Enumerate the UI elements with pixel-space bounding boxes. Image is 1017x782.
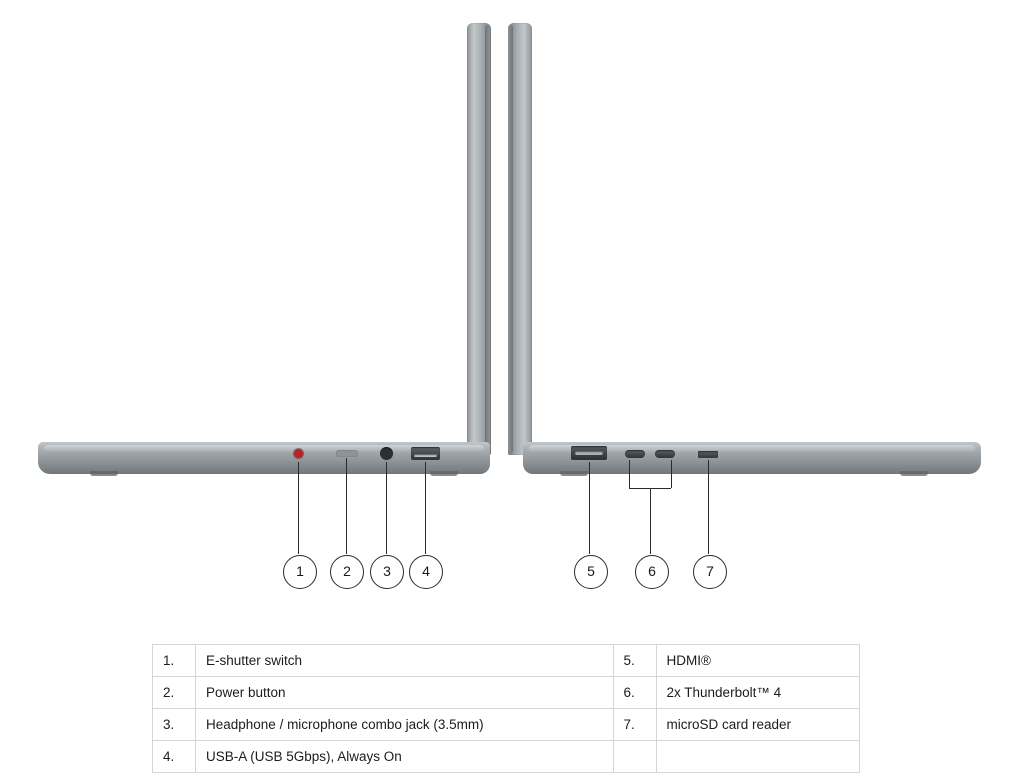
callout-1: 1 (283, 555, 317, 589)
table-row (153, 677, 860, 709)
legend-number: 1. (153, 645, 196, 677)
display-lid-edge-right (508, 25, 513, 453)
leader-line-7 (708, 460, 709, 554)
e-shutter-switch (294, 449, 303, 458)
laptop-right-side-view (505, 18, 985, 579)
leader-line-4 (425, 462, 426, 486)
chassis-foot-left-front (90, 471, 118, 476)
legend-number: 5. (613, 645, 656, 677)
legend-number: 6. (613, 677, 656, 709)
chassis-foot-right-front (900, 471, 928, 476)
legend-number: 4. (153, 741, 196, 773)
table-row (153, 709, 860, 741)
leader-line-5 (589, 462, 590, 554)
callout-2: 2 (330, 555, 364, 589)
table-row (153, 645, 860, 677)
power-button (336, 450, 358, 457)
chassis-foot-left-rear (430, 471, 458, 476)
callout-6: 6 (635, 555, 669, 589)
leader-line-4b (425, 486, 426, 554)
legend-label: Headphone / microphone combo jack (3.5mm) (196, 709, 614, 741)
legend-label: Power button (196, 677, 614, 709)
legend-label-empty (656, 741, 859, 773)
audio-combo-jack (380, 447, 393, 460)
laptop-left-side-view (30, 18, 500, 579)
chassis-foot-right-rear (560, 471, 588, 476)
hdmi-port-inner (575, 451, 603, 455)
display-lid-edge-left (485, 25, 490, 453)
legend-number: 3. (153, 709, 196, 741)
legend-label: microSD card reader (656, 709, 859, 741)
table-row (153, 741, 860, 773)
legend-number: 7. (613, 709, 656, 741)
callout-3: 3 (370, 555, 404, 589)
leader-line-1 (298, 462, 299, 554)
leader-line-6b (671, 460, 672, 488)
microsd-card-reader (698, 451, 718, 458)
legend-number: 2. (153, 677, 196, 709)
legend-table (152, 644, 860, 773)
thunderbolt-port-1 (625, 450, 645, 458)
legend-number-empty (613, 741, 656, 773)
usb-a-port-tongue (414, 454, 437, 457)
leader-line-6 (650, 488, 651, 554)
leader-line-3 (386, 462, 387, 554)
callout-7: 7 (693, 555, 727, 589)
callout-5: 5 (574, 555, 608, 589)
thunderbolt-port-2 (655, 450, 675, 458)
leader-line-2 (346, 458, 347, 554)
legend-label: USB-A (USB 5Gbps), Always On (196, 741, 614, 773)
legend-label: 2x Thunderbolt™ 4 (656, 677, 859, 709)
leader-line-6a (629, 460, 630, 488)
callout-4: 4 (409, 555, 443, 589)
legend-label: E-shutter switch (196, 645, 614, 677)
legend-label: HDMI® (656, 645, 859, 677)
